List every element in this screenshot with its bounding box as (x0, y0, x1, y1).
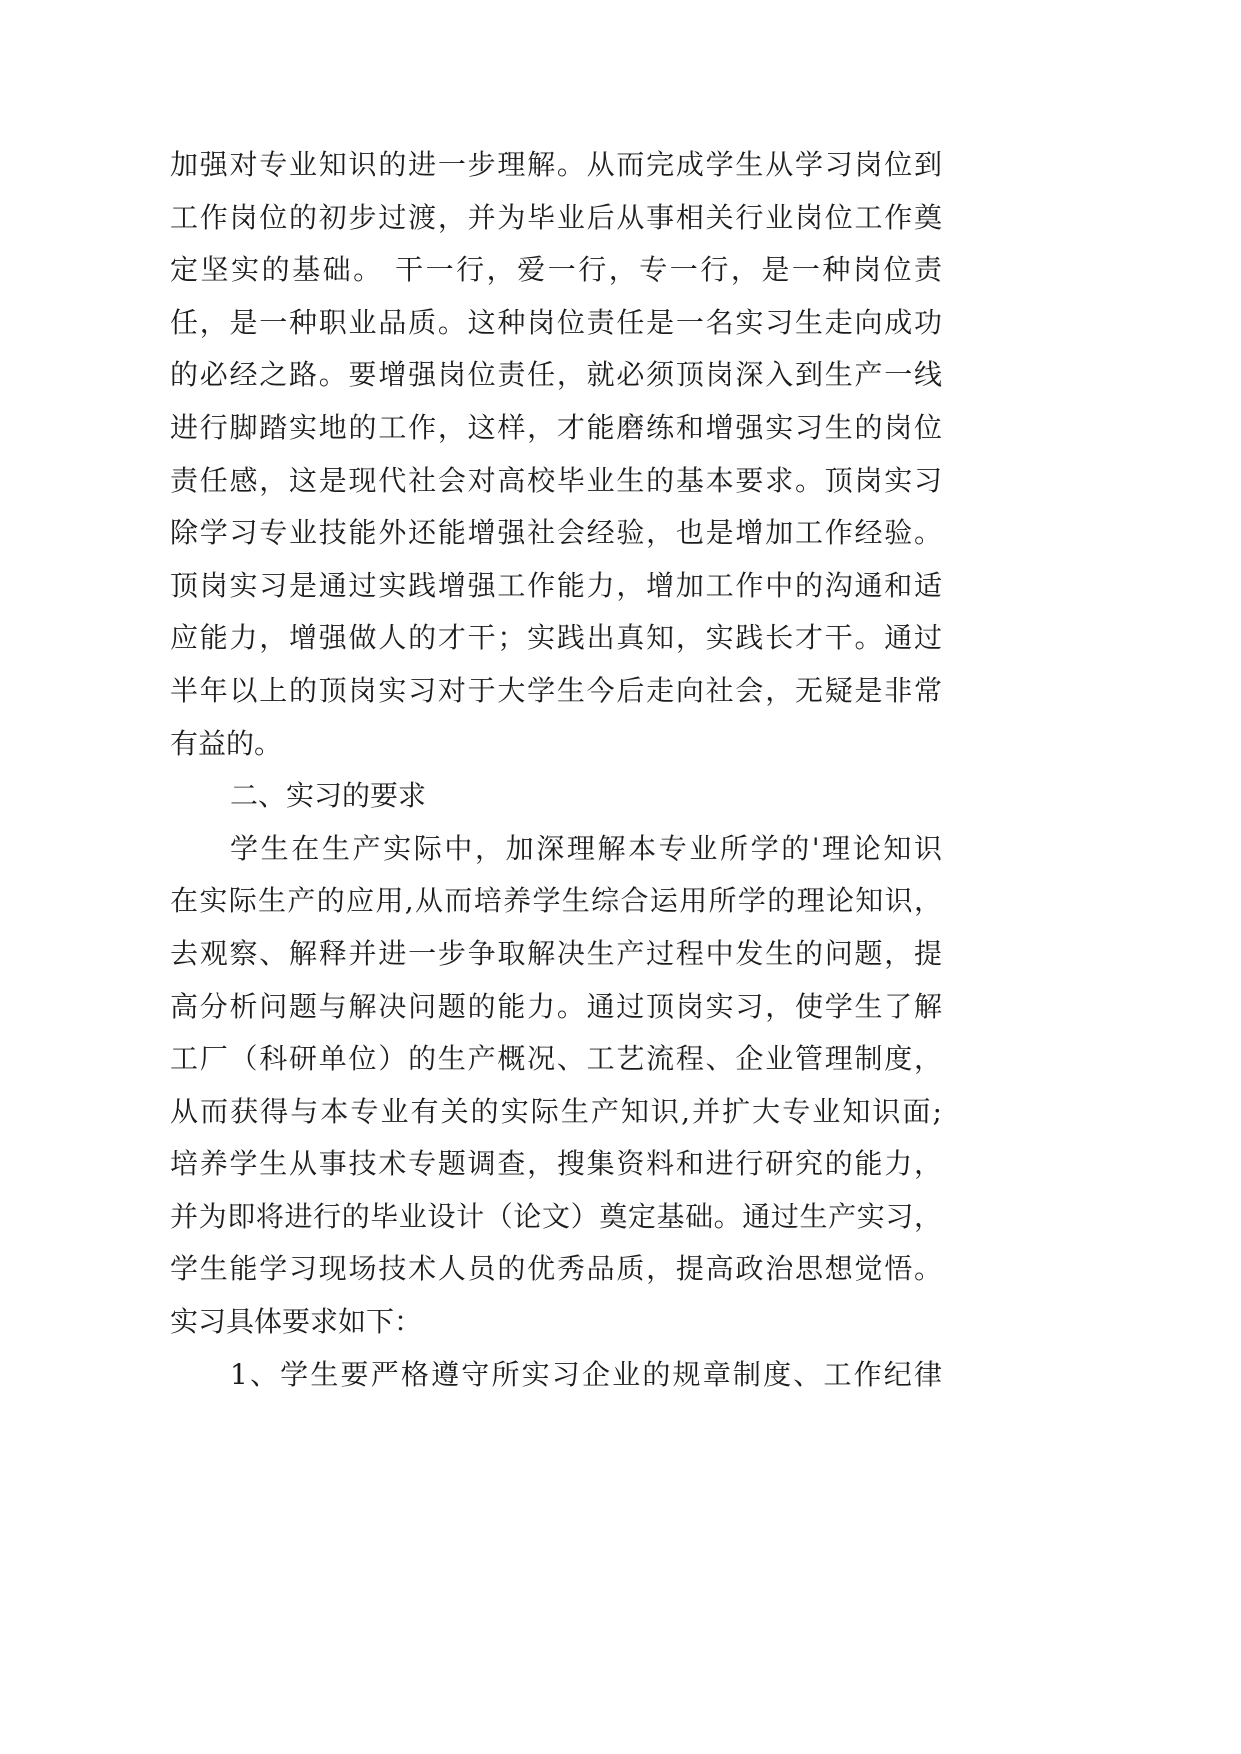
text-line: 半年以上的顶岗实习对于大学生今后走向社会，无疑是非常 (170, 673, 942, 707)
text-line: 学生能学习现场技术人员的优秀品质，提高政治思想觉悟。 (170, 1252, 942, 1286)
text-line: 的必经之路。要增强岗位责任，就必须顶岗深入到生产一线 (170, 358, 942, 392)
text-line: 去观察、解释并进一步争取解决生产过程中发生的问题，提 (170, 936, 942, 970)
text-line: 任，是一种职业品质。这种岗位责任是一名实习生走向成功 (170, 305, 942, 339)
text-line: 并为即将进行的毕业设计（论文）奠定基础。通过生产实习， (170, 1199, 942, 1233)
text-line: 加强对专业知识的进一步理解。从而完成学生从学习岗位到 (170, 148, 942, 181)
text-line: 工作岗位的初步过渡，并为毕业后从事相关行业岗位工作奠 (170, 200, 942, 234)
text-line: 应能力，增强做人的才干；实践出真知，实践长才干。通过 (170, 621, 942, 655)
text-line: 进行脚踏实地的工作，这样，才能磨练和增强实习生的岗位 (170, 410, 942, 444)
text-line: 定坚实的基础。 干一行，爱一行，专一行，是一种岗位责 (170, 253, 942, 287)
body-text (170, 139, 942, 1401)
text-line: 责任感，这是现代社会对高校毕业生的基本要求。顶岗实习 (170, 463, 942, 497)
text-line: 学生在生产实际中，加深理解本专业所学的'理论知识 (230, 831, 942, 865)
text-line: 除学习专业技能外还能增强社会经验，也是增加工作经验。 (170, 516, 942, 550)
text-line: 工厂（科研单位）的生产概况、工艺流程、企业管理制度， (170, 1042, 942, 1076)
section-heading: 二、实习的要求 (230, 779, 427, 813)
text-line: 有益的。 (170, 726, 283, 760)
text-line: 实习具体要求如下： (170, 1305, 423, 1339)
text-line: 在实际生产的应用,从而培养学生综合运用所学的理论知识， (170, 884, 942, 918)
text-line: 顶岗实习是通过实践增强工作能力，增加工作中的沟通和适 (170, 568, 942, 602)
text-line: 培养学生从事技术专题调查，搜集资料和进行研究的能力， (170, 1147, 942, 1181)
text-line: 高分析问题与解决问题的能力。通过顶岗实习，使学生了解 (170, 989, 942, 1023)
text-line: 从而获得与本专业有关的实际生产知识,并扩大专业知识面; (170, 1094, 942, 1128)
list-item: 1、学生要严格遵守所实习企业的规章制度、工作纪律 (230, 1357, 942, 1391)
